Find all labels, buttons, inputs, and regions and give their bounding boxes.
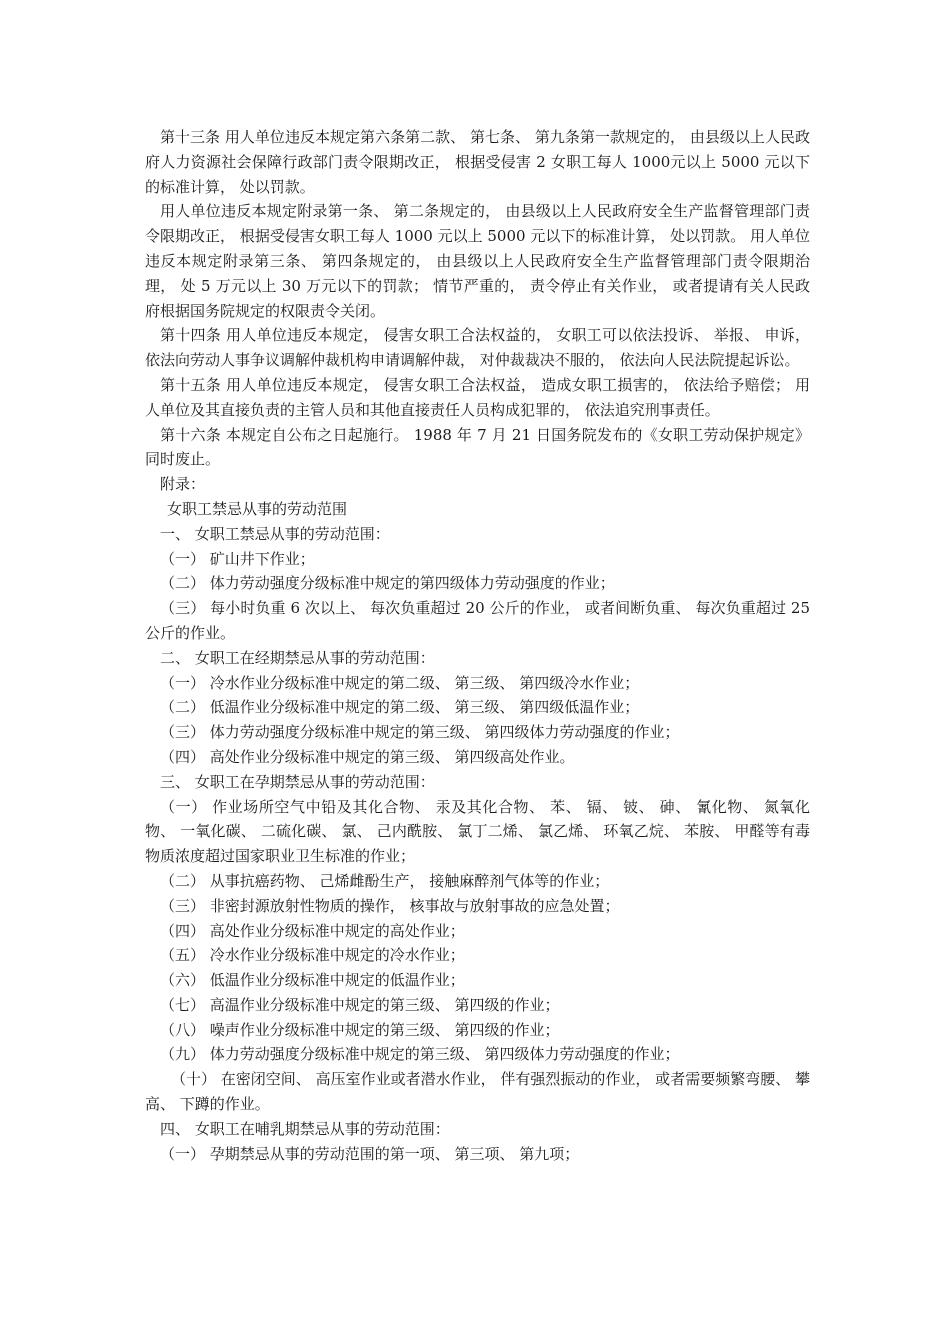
paragraph: （一） 冷水作业分级标准中规定的第二级、 第三级、 第四级冷水作业； [160, 673, 640, 692]
paragraph: 四、 女职工在哺乳期禁忌从事的劳动范围： [160, 1119, 450, 1138]
paragraph: 一、 女职工禁忌从事的劳动范围： [160, 524, 390, 543]
paragraph: 第十四条 用人单位违反本规定， 侵害女职工合法权益的， 女职工可以依法投诉、 举报、 申诉， 依法向劳动人事争议调解仲裁机构申请调解仲裁， 对仲裁裁决不服的， 依法向人民法院提起诉讼。 [145, 326, 810, 370]
paragraph: 第十三条 用人单位违反本规定第六条第二款、 第七条、 第九条第一款规定的， 由县级以上人民政府人力资源社会保障行政部门责令限期改正， 根据受侵害 2 女职工每人 1000元以上 5000 元以下的标准计算， 处以罚款。 [145, 128, 810, 196]
paragraph: （九） 体力劳动强度分级标准中规定的第三级、 第四级体力劳动强度的作业； [160, 1045, 680, 1064]
document-body [145, 125, 810, 1166]
section-title: 女职工禁忌从事的劳动范围 [167, 499, 348, 518]
paragraph: （八） 噪声作业分级标准中规定的第三级、 第四级的作业； [160, 1020, 560, 1039]
paragraph: （四） 高处作业分级标准中规定的第三级、 第四级高处作业。 [160, 747, 575, 766]
paragraph: （二） 体力劳动强度分级标准中规定的第四级体力劳动强度的作业； [160, 574, 615, 593]
paragraph: （三） 每小时负重 6 次以上、 每次负重超过 20 公斤的作业， 或者间断负重、 每次负重超过 25 公斤的作业。 [145, 599, 810, 642]
paragraph: （二） 低温作业分级标准中规定的第二级、 第三级、 第四级低温作业； [160, 698, 640, 717]
paragraph: 二、 女职工在经期禁忌从事的劳动范围： [160, 648, 435, 667]
paragraph: （五） 冷水作业分级标准中规定的冷水作业； [160, 946, 465, 965]
paragraph: （六） 低温作业分级标准中规定的低温作业； [160, 971, 465, 990]
paragraph: 用人单位违反本规定附录第一条、 第二条规定的， 由县级以上人民政府安全生产监督管理部门责令限期改正， 根据受侵害女职工每人 1000 元以上 5000 元以下的标准计算， 处以罚款。 用人单位违反本规定附录第三条、 第四条规定的， 由县级以上人民政府安全生产监督管理部门责令限期治理， 处 5 万元以上 30 万元以下的罚款； 情节严重的， 责令停止有关作业， 或者提请有关人民政府根据国务院规定的权限责令关闭。 [145, 202, 810, 320]
paragraph: 附录： [160, 475, 206, 494]
paragraph: （三） 非密封源放射性物质的操作， 核事故与放射事故的应急处置； [160, 896, 620, 915]
paragraph: （三） 体力劳动强度分级标准中规定的第三级、 第四级体力劳动强度的作业； [160, 723, 680, 742]
paragraph: （四） 高处作业分级标准中规定的高处作业； [160, 921, 465, 940]
paragraph: （二） 从事抗癌药物、 己烯雌酚生产， 接触麻醉剂气体等的作业； [160, 871, 610, 890]
paragraph: 第十五条 用人单位违反本规定， 侵害女职工合法权益， 造成女职工损害的， 依法给予赔偿； 用人单位及其直接负责的主管人员和其他直接责任人员构成犯罪的， 依法追究刑事责任。 [145, 375, 810, 419]
paragraph: （一） 作业场所空气中铅及其化合物、 汞及其化合物、 苯、 镉、 铍、 砷、 氰化物、 氮氧化物、 一氧化碳、 二硫化碳、 氯、 己内酰胺、 氯丁二烯、 氯乙烯、 环氧乙烷、 苯胺、 甲醛等有毒物质浓度超过国家职业卫生标准的作业； [145, 797, 810, 866]
paragraph: （一） 孕期禁忌从事的劳动范围的第一项、 第三项、 第九项； [160, 1144, 580, 1163]
paragraph: 第十六条 本规定自公布之日起施行。 1988 年 7 月 21 日国务院发布的《女职工劳动保护规定》 同时废止。 [145, 425, 810, 469]
paragraph: （七） 高温作业分级标准中规定的第三级、 第四级的作业； [160, 995, 560, 1014]
paragraph: 三、 女职工在孕期禁忌从事的劳动范围： [160, 772, 435, 791]
paragraph: （十） 在密闭空间、 高压室作业或者潜水作业， 伴有强烈振动的作业， 或者需要频繁弯腰、 攀高、 下蹲的作业。 [145, 1070, 810, 1114]
paragraph: （一） 矿山井下作业； [160, 549, 315, 568]
